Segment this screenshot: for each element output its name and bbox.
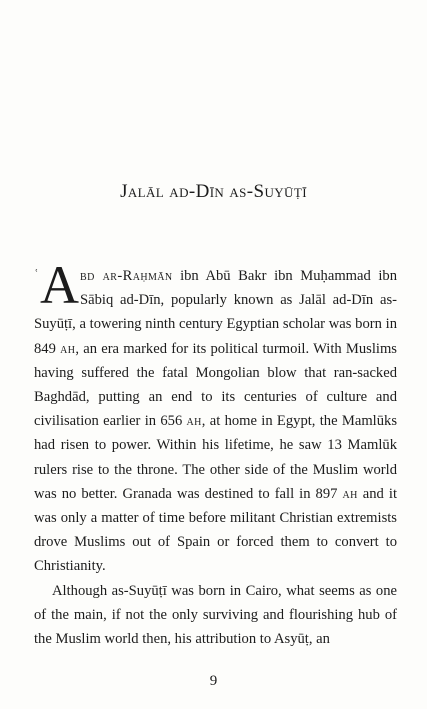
paragraph-2: Although as-Suyūṭī was born in Cairo, what seems as one of the main, if not the only surviving and flourishing hub of the Muslim world then, his attribution to Asyūṭ, an <box>34 582 397 648</box>
drop-cap-block <box>34 255 79 315</box>
paragraph-1-text-d: and it was only a matter of time before militant Christian extremists drove Muslims out of Spain or forced them to convert to Christianity. <box>34 485 397 575</box>
ayn-mark: ʿ <box>34 268 39 283</box>
paragraph-1-text-b: , an era marked for its political turmoil. With Muslims having suffered the fatal Mongolian blow that ran-sacked Baghdād, putting an end to its centuries of culture and civilisation earlier in 656 <box>34 340 397 430</box>
paragraph-1-text-c: , at home in Egypt, the Mamlūks had risen to power. Within his lifetime, he saw 13 Mamlūk rulers rise to the throne. The other side of the Muslim world was no better. Granada was destined to fall in 897 <box>34 413 397 502</box>
body-text <box>34 255 397 651</box>
paragraph-1 <box>34 255 397 579</box>
lead-in-name: bd ar-Raḥmān <box>80 268 173 284</box>
drop-cap-letter: A <box>40 255 79 315</box>
era-abbrev: ah <box>186 413 202 430</box>
era-abbrev: ah <box>342 485 358 502</box>
page-number: 9 <box>209 673 218 689</box>
era-abbrev: ah <box>60 340 76 357</box>
chapter-title: Jalāl ad-Dīn as-Suyūṭī <box>120 181 307 202</box>
paragraph-1-text-a: ibn Abū Bakr ibn Muḥammad ibn Sābiq ad-Dīn, popularly known as Jalāl ad-Dīn as-Suyūṭī, a towering ninth century Egyptian scholar was born in 849 <box>34 268 397 357</box>
